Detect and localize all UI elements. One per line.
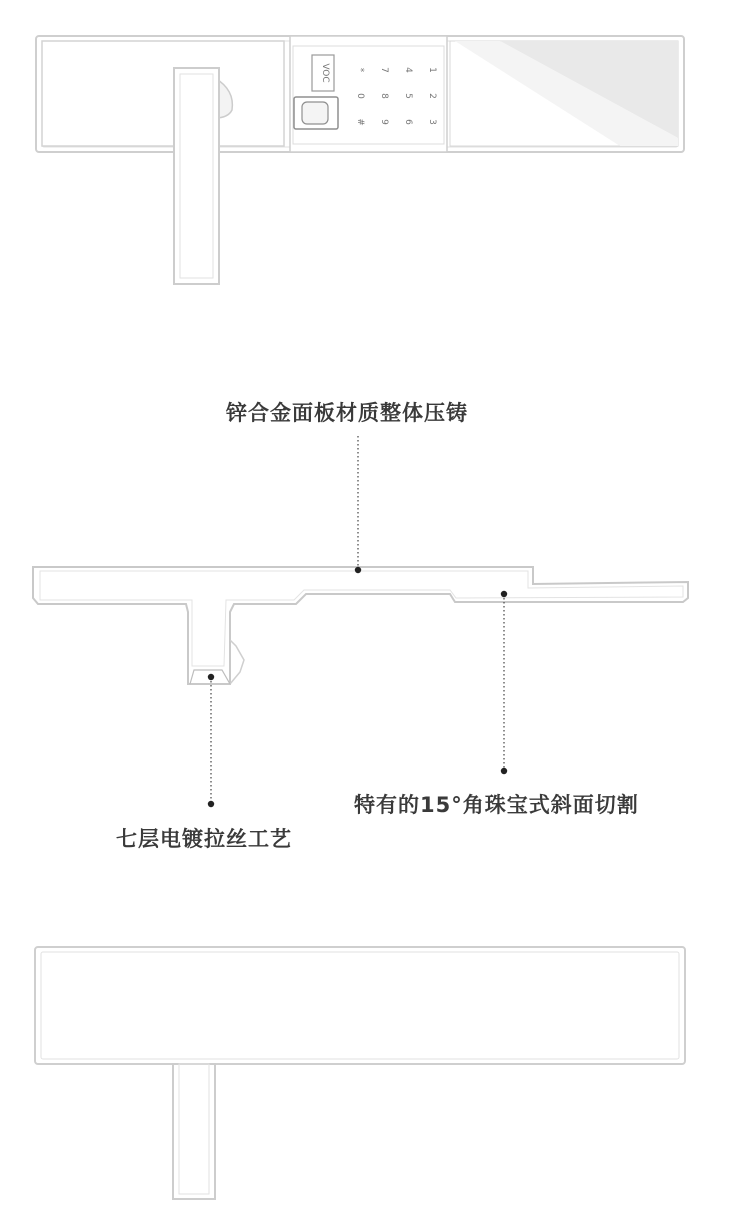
key-5: 5 (403, 93, 413, 99)
key-4: 4 (403, 67, 413, 73)
callout-top-label: 锌合金面板材质整体压铸 (226, 401, 468, 425)
key-7: 7 (379, 67, 389, 73)
key-hash: # (355, 118, 365, 126)
key-3: 3 (427, 119, 437, 125)
key-9: 9 (379, 119, 389, 125)
key-6: 6 (403, 119, 413, 125)
key-2: 2 (427, 93, 437, 99)
voc-label: VOC (320, 63, 330, 83)
callout-left-label: 七层电镀拉丝工艺 (116, 827, 292, 851)
key-0: 0 (355, 93, 365, 99)
callout-right-label: 特有的15°角珠宝式斜面切割 (354, 793, 639, 817)
key-star: * (355, 67, 365, 73)
back-panel-outer (35, 947, 685, 1064)
key-1: 1 (427, 67, 437, 73)
key-8: 8 (379, 93, 389, 99)
